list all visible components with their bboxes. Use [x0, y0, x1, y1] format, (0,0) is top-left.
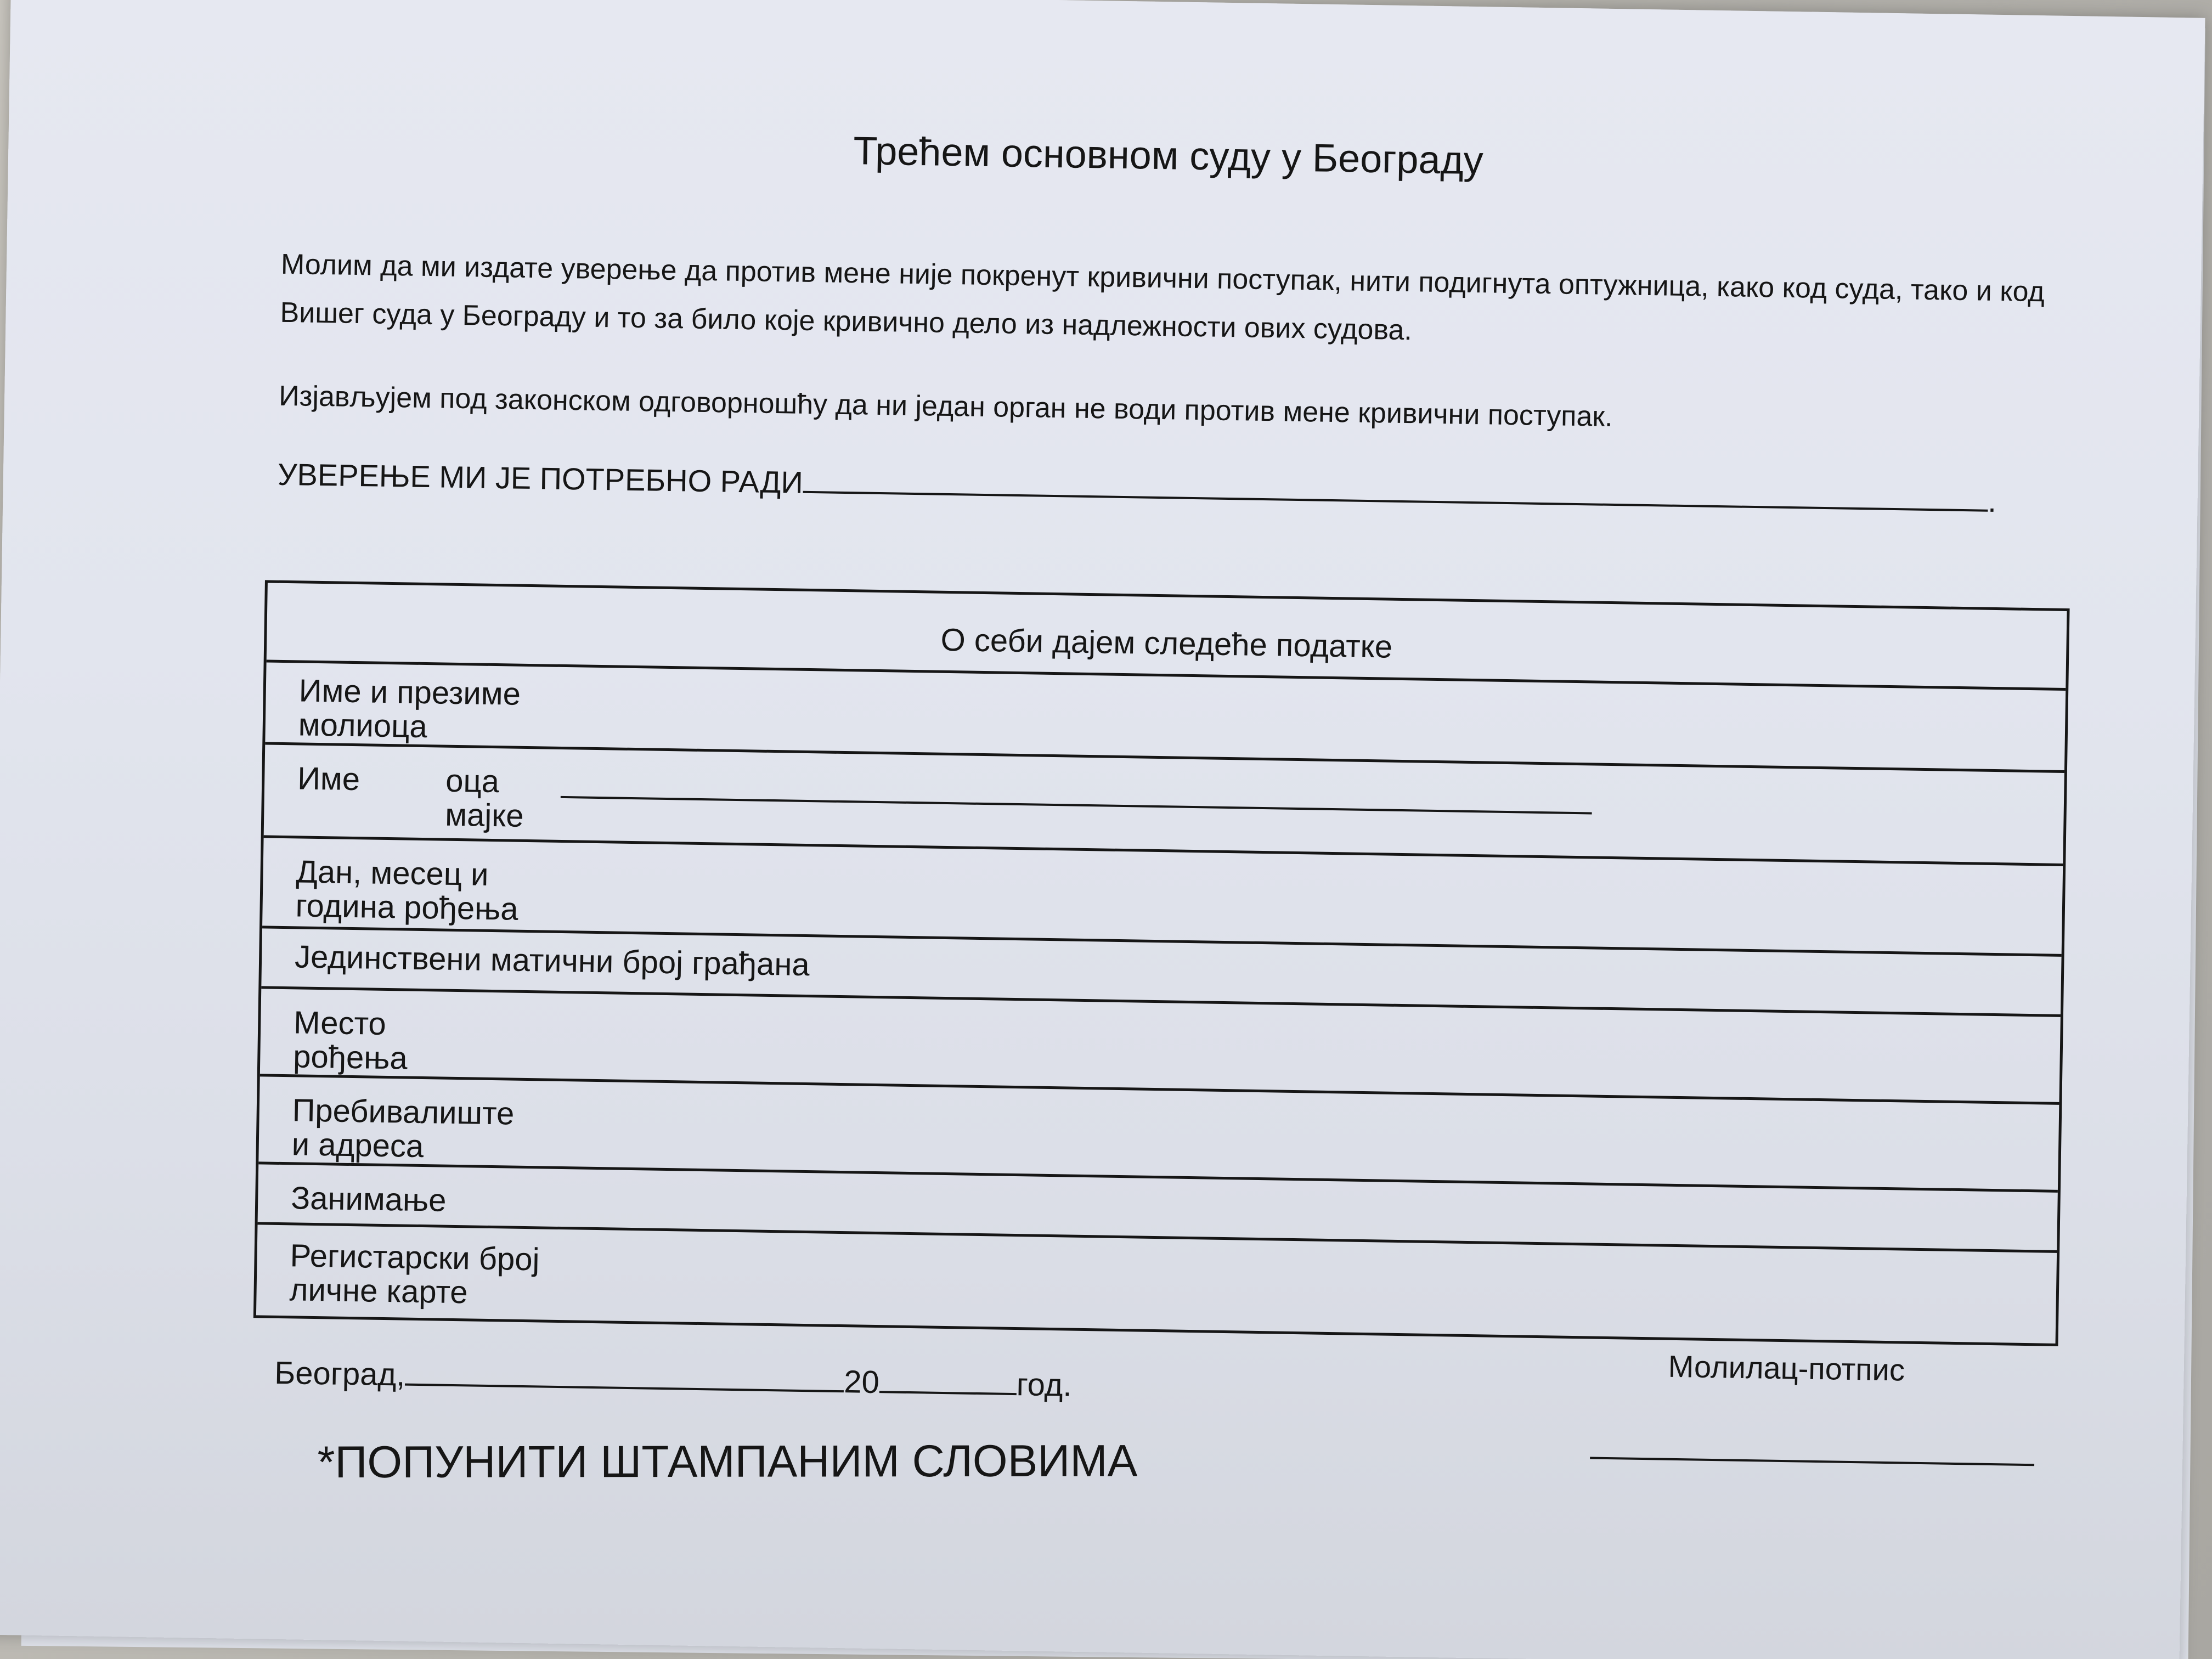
purpose-blank-line[interactable] [803, 462, 1988, 512]
year-prefix: 20 [843, 1364, 880, 1401]
row-label: Име [297, 760, 360, 798]
city-label: Београд, [274, 1355, 405, 1393]
form-title: Трећем основном суду у Београду [853, 129, 1484, 183]
purpose-field [278, 454, 1997, 519]
row-label-cont: молиоца [298, 707, 428, 745]
father-label: оца [445, 763, 500, 800]
date-place-line [274, 1354, 1072, 1404]
row-label-cont: и адреса [291, 1126, 424, 1165]
print-letters-note: *ПОПУНИТИ ШТАМПАНИМ СЛОВИМА [317, 1436, 1138, 1488]
row-label: Пребивалиште [292, 1092, 515, 1132]
purpose-label: УВЕРЕЊЕ МИ ЈЕ ПОТРЕБНО РАДИ [277, 456, 804, 500]
row-label-cont: личне карте [289, 1272, 469, 1311]
signature-blank-line[interactable] [1590, 1457, 2034, 1466]
purpose-period: . [1987, 483, 1997, 518]
signer-label: Молилац-потпис [1668, 1348, 1905, 1387]
table-header: О себи дајем следеће податке [267, 583, 2067, 691]
mother-label: мајке [444, 797, 524, 834]
row-label: Дан, месец и [296, 854, 489, 893]
year-blank-line[interactable] [879, 1363, 1017, 1395]
row-label: Занимање [290, 1180, 447, 1218]
row-label: Јединствени матични број грађана [294, 939, 810, 983]
parent-labels [445, 764, 524, 833]
row-label: Име и презиме [298, 673, 521, 712]
personal-data-table [253, 580, 2070, 1346]
row-label: Регистарски број [290, 1238, 540, 1278]
year-suffix: год. [1016, 1367, 1073, 1403]
row-label-cont: рођења [292, 1039, 408, 1076]
request-paragraph: Молим да ми издате уверење да против мене није покренут кривични поступак, нити подигнута оптужница, како код суда, тако и код Вишег суда у Београду и то за било које кривично дело из надлежности ових судова. [280, 248, 2045, 347]
declaration-paragraph: Изјављујем под законском одговорношћу да ни један орган не води против мене кривични поступак. [278, 380, 1613, 433]
row-label: Место [293, 1005, 387, 1042]
date-blank-line[interactable] [405, 1356, 844, 1393]
row-label-cont: година рођења [295, 888, 519, 927]
